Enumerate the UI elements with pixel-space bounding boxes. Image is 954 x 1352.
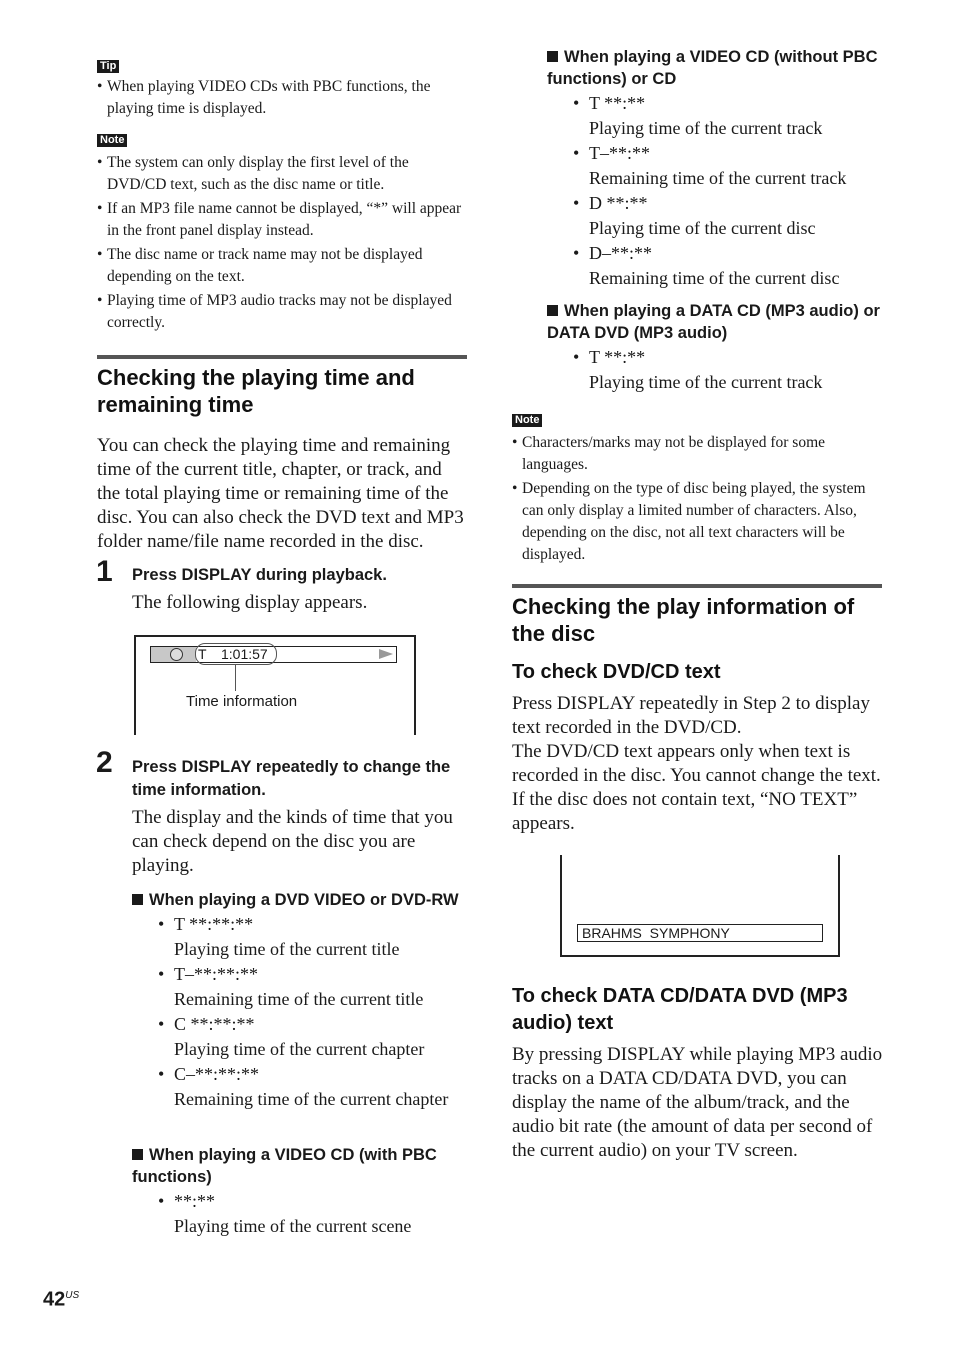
- section-rule: [97, 355, 467, 359]
- datacd-heading: [547, 300, 887, 344]
- callout-caption: Time information: [186, 693, 298, 710]
- step-1-number: 1: [96, 555, 113, 588]
- step-2-desc: The display and the kinds of time that you can check depend on the disc you are playing.: [132, 807, 453, 876]
- sub1-paragraph: Press DISPLAY repeatedly in Step 2 to display text recorded in the DVD/CD.: [512, 693, 870, 738]
- vcd-pbc-heading-text: When playing a VIDEO CD (with PBC functions): [132, 1146, 437, 1186]
- list-item-desc: Playing time of the current disc: [589, 218, 816, 238]
- note-item: • Depending on the type of disc being played, the system can only display a limited number of characters. Also, depending on the disc, not all text characters will be displayed.: [512, 478, 884, 566]
- datacd-block: [547, 300, 887, 395]
- list-item-desc: Remaining time of the current chapter: [174, 1089, 449, 1109]
- page-number: [43, 1284, 79, 1312]
- list-item-desc: Playing time of the current title: [174, 939, 400, 959]
- square-bullet-icon: [132, 894, 143, 905]
- vcd-nopbc-block: [547, 46, 887, 291]
- list-item-code: • C **:**:**: [158, 1012, 472, 1037]
- display-screen-time: [134, 635, 416, 735]
- dvd-heading: [132, 889, 472, 911]
- list-item-code: • T **:**:**: [158, 912, 472, 937]
- step-2-number: 2: [96, 746, 113, 779]
- tip-label: Tip: [97, 60, 119, 73]
- datacd-list: [547, 345, 887, 395]
- display-screen-text: [560, 855, 840, 957]
- vcd-nopbc-list: [547, 91, 887, 291]
- list-item-desc: Playing time of the current track: [589, 372, 823, 392]
- section-title: Checking the play information of the disc: [512, 594, 855, 646]
- list-item-desc: Remaining time of the current disc: [589, 268, 840, 288]
- right-note-block: [512, 410, 884, 566]
- left-section: [97, 364, 467, 554]
- list-item-code: • C–**:**:**: [158, 1062, 472, 1087]
- track-indicator: T: [198, 646, 207, 662]
- list-item-desc: Remaining time of the current title: [174, 989, 424, 1009]
- play-icon: [379, 649, 393, 659]
- page-number-value: 42: [43, 1288, 66, 1311]
- note-item: • The system can only display the first level of the DVD/CD text, such as the disc name or title.: [97, 152, 467, 196]
- section-rule: [512, 584, 882, 588]
- dvd-heading-text: When playing a DVD VIDEO or DVD-RW: [149, 891, 459, 909]
- vcd-pbc-list: [132, 1189, 472, 1239]
- tip-item: • When playing VIDEO CDs with PBC functions, the playing time is displayed.: [97, 76, 467, 120]
- list-item-desc: Playing time of the current chapter: [174, 1039, 425, 1059]
- list-item-desc: Remaining time of the current track: [589, 168, 847, 188]
- note-item: • If an MP3 file name cannot be displayed, “*” will appear in the front panel display instead.: [97, 198, 467, 242]
- square-bullet-icon: [547, 305, 558, 316]
- note-label: Note: [512, 414, 542, 427]
- sub1-paragraph: The DVD/CD text appears only when text is recorded in the disc. You cannot change the text. If the disc does not contain text, “NO TEXT” appears.: [512, 741, 881, 834]
- list-item-code: • D–**:**: [573, 241, 887, 266]
- callout-line: [235, 665, 236, 691]
- list-item-code: • T **:**: [573, 91, 887, 116]
- datacd-heading-text: When playing a DATA CD (MP3 audio) or DATA DVD (MP3 audio): [547, 302, 880, 342]
- list-item-desc: Playing time of the current track: [589, 118, 823, 138]
- left-column: [97, 56, 467, 334]
- page-number-suffix: US: [65, 1290, 80, 1301]
- vcd-pbc-block: [132, 1144, 472, 1239]
- sub2-paragraph: By pressing DISPLAY while playing MP3 audio tracks on a DATA CD/DATA DVD, you can display the name of the album/track, and the audio bit rate (the amount of data per second of the current audio) on your TV screen.: [512, 1044, 883, 1161]
- square-bullet-icon: [547, 51, 558, 62]
- right-section: [512, 593, 884, 836]
- time-readout: 1:01:57: [221, 646, 268, 662]
- vcd-nopbc-heading-text: When playing a VIDEO CD (without PBC functions) or CD: [547, 48, 878, 88]
- list-item-code: • D **:**: [573, 191, 887, 216]
- step-2-title: Press DISPLAY repeatedly to change the time information.: [132, 758, 451, 799]
- section-title: Checking the playing time and remaining time: [97, 365, 415, 417]
- sub-heading-dvd-cd-text: To check DVD/CD text: [512, 661, 721, 683]
- right-sub2: [512, 983, 884, 1163]
- list-item-code: • **:**: [158, 1189, 472, 1214]
- note-item: • Characters/marks may not be displayed for some languages.: [512, 432, 884, 476]
- step-1-title: Press DISPLAY during playback.: [132, 566, 387, 584]
- list-item-code: • T–**:**:**: [158, 962, 472, 987]
- time-highlight-oval: [195, 643, 277, 665]
- note-label: Note: [97, 134, 127, 147]
- vcd-pbc-heading: [132, 1144, 472, 1188]
- step-1-desc: The following display appears.: [132, 592, 368, 613]
- note-item: • The disc name or track name may not be displayed depending on the text.: [97, 244, 467, 288]
- sub-heading-mp3-text: To check DATA CD/DATA DVD (MP3 audio) text: [512, 985, 848, 1034]
- disc-icon-area: [151, 647, 196, 662]
- disc-icon: [170, 648, 183, 661]
- dvd-block: [132, 889, 472, 1112]
- step-1: [132, 564, 467, 615]
- list-item-desc: Playing time of the current scene: [174, 1216, 412, 1236]
- square-bullet-icon: [132, 1149, 143, 1160]
- vcd-nopbc-heading: [547, 46, 887, 90]
- intro-paragraph: You can check the playing time and remaining time of the current title, chapter, or track, and the total playing time or remaining time of the disc. You can also check the DVD text and MP3 folder name/file name recorded in the disc.: [97, 435, 464, 552]
- dvd-list: [132, 912, 472, 1112]
- list-item-code: • T **:**: [573, 345, 887, 370]
- disc-text-bar: BRAHMS SYMPHONY: [577, 924, 823, 942]
- step-2: [132, 756, 467, 878]
- list-item-code: • T–**:**: [573, 141, 887, 166]
- note-item: • Playing time of MP3 audio tracks may not be displayed correctly.: [97, 290, 467, 334]
